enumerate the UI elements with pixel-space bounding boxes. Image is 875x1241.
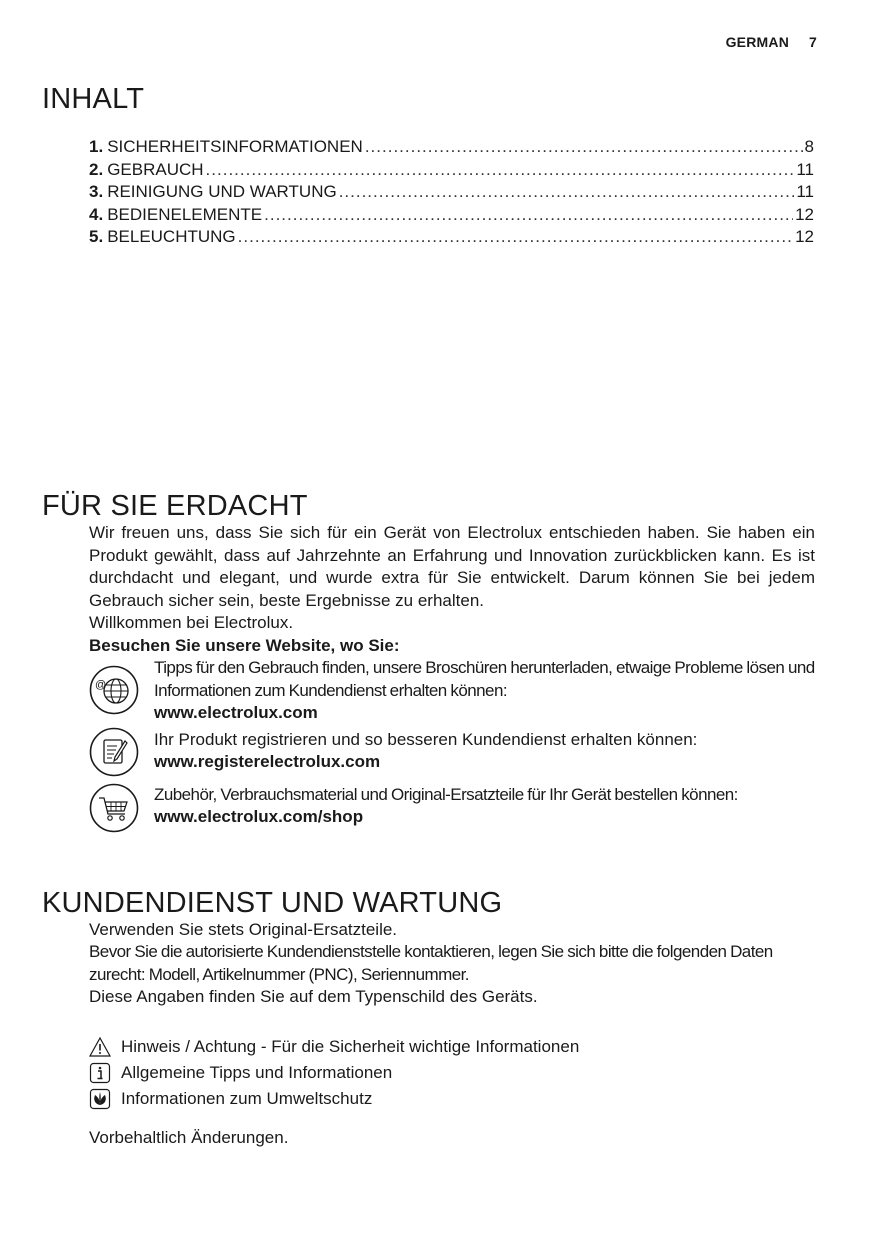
toc-entry-page: 8	[804, 137, 814, 156]
toc-entry-page: 11	[796, 159, 814, 179]
page-header	[726, 34, 817, 50]
service-contact-info: Bevor Sie die autorisierte Kundendienststelle kontaktieren, legen Sie sich bitte die folgenden Daten zurecht: Modell, Artikelnummer (PNC), Seriennummer.	[89, 942, 773, 984]
toc-title: INHALT	[42, 83, 145, 115]
toc-entry-number: 2.	[89, 159, 104, 179]
toc-entry-title: BEDIENELEMENTE	[107, 204, 263, 224]
toc-entry[interactable]	[89, 227, 814, 250]
register-text: Ihr Produkt registrieren und so besseren Kundendienst erhalten können:	[154, 730, 698, 749]
svg-text:@: @	[95, 679, 107, 691]
legend-info-text: Allgemeine Tipps und Informationen	[121, 1063, 393, 1082]
shop-text: Zubehör, Verbrauchsmaterial und Original-Ersatzteile für Ihr Gerät bestellen können:	[154, 785, 738, 804]
legend-warning-text: Hinweis / Achtung - Für die Sicherheit wichtige Informationen	[121, 1037, 580, 1056]
subject-to-change: Vorbehaltlich Änderungen.	[89, 1128, 289, 1147]
legend-environment-text: Informationen zum Umweltschutz	[121, 1089, 373, 1108]
toc-entry-title: BELEUCHTUNG	[107, 227, 236, 246]
shopping-cart-icon	[89, 783, 139, 833]
shop-link[interactable]: www.electrolux.com/shop	[154, 807, 364, 826]
toc-leader-dots	[264, 205, 793, 225]
service-original-parts: Verwenden Sie stets Original-Ersatzteile.	[89, 920, 398, 939]
toc-entry-number: 5.	[89, 227, 104, 246]
toc-entry[interactable]	[89, 205, 814, 228]
website-tips-text: Tipps für den Gebrauch finden, unsere Broschüren herunterladen, etwaige Probleme lösen und Informationen zum Kundendienst erhalten können:	[154, 658, 815, 700]
legend-warning	[89, 1036, 579, 1058]
toc-entry[interactable]	[89, 182, 814, 205]
welcome-text: Willkommen bei Electrolux.	[89, 613, 294, 632]
register-link[interactable]: www.registerelectrolux.com	[154, 752, 381, 771]
toc-entry-title: GEBRAUCH	[107, 159, 204, 179]
toc-leader-dots	[238, 227, 793, 247]
register-pen-icon	[89, 727, 139, 777]
service-title: KUNDENDIENST UND WARTUNG	[42, 887, 503, 919]
environment-leaf-icon	[89, 1088, 111, 1110]
intro-title: FÜR SIE ERDACHT	[42, 490, 308, 522]
toc-entry-page: 12	[795, 204, 814, 224]
service-typeplate-info: Diese Angaben finden Sie auf dem Typenschild des Geräts.	[89, 987, 538, 1006]
toc-entry-number: 1.	[89, 137, 104, 156]
warning-triangle-icon	[89, 1036, 111, 1058]
intro-paragraph: Wir freuen uns, dass Sie sich für ein Gerät von Electrolux entschieden haben. Sie haben ein Produkt gewählt, dass auf Jahrzehnte an Erfahrung und Innovation zurückblicken kann. Es ist durchdacht und elegant, und wurde extra für Sie entwickelt. Darum können Sie bei jedem Gebrauch sicher sein, beste Ergebnisse zu erhalten.	[89, 523, 815, 610]
toc-leader-dots	[365, 137, 803, 157]
visit-heading: Besuchen Sie unsere Website, wo Sie:	[89, 636, 400, 655]
toc-entry-number: 3.	[89, 182, 104, 201]
website-link[interactable]: www.electrolux.com	[154, 703, 318, 722]
page-number: 7	[809, 34, 817, 50]
language-label: GERMAN	[725, 34, 789, 50]
toc-entry[interactable]	[89, 137, 814, 160]
toc-entry-page: 12	[795, 227, 814, 246]
toc-entry-number: 4.	[89, 204, 104, 224]
legend-environment	[89, 1088, 372, 1110]
toc-entry-page: 11	[796, 182, 814, 201]
toc-entry-title: REINIGUNG UND WARTUNG	[107, 182, 337, 201]
legend-info	[89, 1062, 392, 1084]
toc-leader-dots	[206, 160, 795, 180]
table-of-contents	[89, 137, 814, 250]
toc-leader-dots	[339, 182, 795, 202]
toc-entry-title: SICHERHEITSINFORMATIONEN	[107, 137, 363, 156]
info-icon	[89, 1062, 111, 1084]
web-globe-icon	[89, 665, 139, 715]
toc-entry[interactable]	[89, 160, 814, 183]
